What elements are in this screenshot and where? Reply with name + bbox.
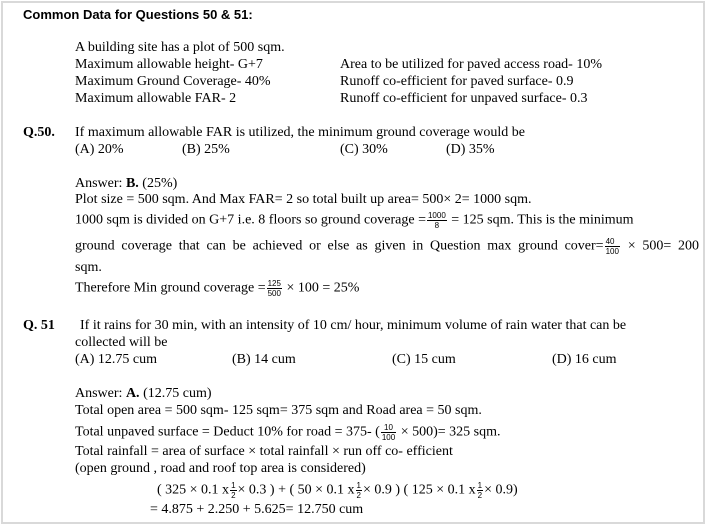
q50-answer: Answer: B. (25%): [75, 176, 178, 191]
fraction: $\frac{40}{100}$: [605, 237, 619, 256]
section-header: Common Data for Questions 50 & 51:: [23, 7, 253, 22]
q51-result: = 4.875 + 2.250 + 5.625= 12.750 cum: [150, 502, 364, 517]
q50-number: Q.50.: [23, 125, 55, 140]
q51-option-c: (C) 15 cum: [392, 352, 456, 367]
q51-exp-4: (open ground , road and roof top area is considered): [75, 461, 366, 476]
q50-exp-2: 1000 sqm is divided on G+7 i.e. 8 floors so ground coverage = $\frac{1000}{8}$ = 125 sqm. This is the minimum: [75, 211, 634, 230]
q51-exp-2: Total unpaved surface = Deduct 10% for road = 375- ( $\frac{10}{100}$ × 500)= 325 sqm.: [75, 423, 501, 442]
q51-exp-1: Total open area = 500 sqm- 125 sqm= 375 sqm and Road area = 50 sqm.: [75, 403, 482, 418]
q50-option-d: (D) 35%: [446, 142, 495, 157]
q50-exp-1: Plot size = 500 sqm. And Max FAR= 2 so total built up area= 500× 2= 1000 sqm.: [75, 192, 532, 207]
site-right-2: Runoff co-efficient for paved surface- 0.9: [340, 74, 574, 89]
q51-formula: ( 325 × 0.1 x $\frac{1}{2}$ × 0.3 ) + ( 50 × 0.1 x $\frac{1}{2}$ × 0.9 ) ( 125 × 0.1 x $\frac{1}{2}$ × 0.9): [157, 481, 518, 500]
fraction: $\frac{10}{100}$: [381, 423, 396, 442]
q50-exp-3: ground coverage that can be achieved or else as given in Question max ground cover= $\frac{40}{100}$ × 500= 200: [75, 237, 699, 256]
site-intro: A building site has a plot of 500 sqm.: [75, 40, 285, 55]
q51-exp-3: Total rainfall = area of surface × total rainfall × run off co- efficient: [75, 444, 453, 459]
q51-option-a: (A) 12.75 cum: [75, 352, 158, 367]
q50-option-a: (A) 20%: [75, 142, 124, 157]
q51-question-1: If it rains for 30 min, with an intensity of 10 cm/ hour, minimum volume of rain water that can be: [80, 318, 627, 333]
q51-question-2: collected will be: [75, 335, 168, 350]
fraction: $\frac{1}{2}$: [477, 481, 483, 500]
q50-exp-4: sqm.: [75, 260, 102, 275]
site-right-1: Area to be utilized for paved access road- 10%: [340, 57, 602, 72]
fraction: $\frac{1}{2}$: [356, 481, 361, 500]
site-right-3: Runoff co-efficient for unpaved surface- 0.3: [340, 91, 588, 106]
q51-number: Q. 51: [23, 318, 55, 333]
fraction: $\frac{1}{2}$: [231, 481, 236, 500]
site-left-3: Maximum allowable FAR- 2: [75, 91, 237, 106]
q50-question: If maximum allowable FAR is utilized, the minimum ground coverage would be: [75, 125, 525, 140]
fraction: $\frac{1000}{8}$: [427, 211, 446, 230]
site-left-1: Maximum allowable height- G+7: [75, 57, 263, 72]
q51-option-d: (D) 16 cum: [552, 352, 617, 367]
q50-option-c: (C) 30%: [340, 142, 388, 157]
q50-exp-5: Therefore Min ground coverage = $\frac{125}{500}$ × 100 = 25%: [75, 279, 360, 298]
fraction: $\frac{125}{500}$: [267, 279, 281, 298]
q51-answer: Answer: A. (12.75 cum): [75, 386, 212, 401]
site-left-2: Maximum Ground Coverage- 40%: [75, 74, 271, 89]
q51-option-b: (B) 14 cum: [232, 352, 296, 367]
q50-option-b: (B) 25%: [182, 142, 230, 157]
